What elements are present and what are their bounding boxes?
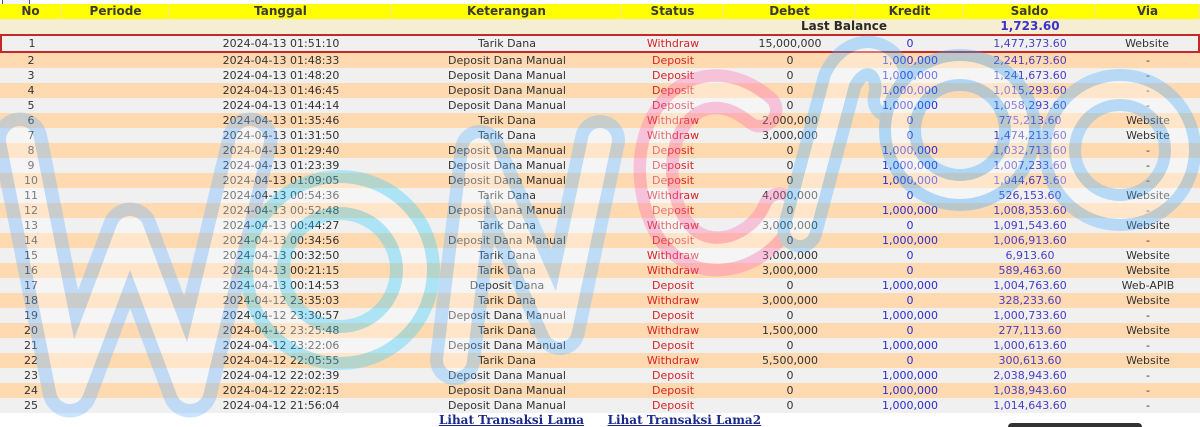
cell-kredit: 1,000,000 <box>856 68 964 83</box>
cell-periode <box>62 353 170 368</box>
last-balance-value: 1,723.60 <box>964 19 1096 34</box>
cell-saldo: 1,007,233.60 <box>964 158 1096 173</box>
cell-debet: 3,000,000 <box>724 248 856 263</box>
cell-periode <box>62 34 170 53</box>
table-row <box>0 188 1200 203</box>
cell-kredit: 1,000,000 <box>856 308 964 323</box>
cell-saldo: 1,241,673.60 <box>964 68 1096 83</box>
cell-periode <box>62 368 170 383</box>
table-row <box>0 323 1200 338</box>
cell-keterangan: Tarik Dana <box>392 113 622 128</box>
cell-via: - <box>1096 383 1200 398</box>
cell-periode <box>62 248 170 263</box>
cell-keterangan: Tarik Dana <box>392 353 622 368</box>
table-row <box>0 338 1200 353</box>
cell-status: Deposit <box>622 233 724 248</box>
cell-tanggal: 2024-04-13 00:32:50 <box>170 248 392 263</box>
cell-debet: 0 <box>724 383 856 398</box>
cell-no: 14 <box>0 233 62 248</box>
cell-periode <box>62 188 170 203</box>
table-row <box>0 173 1200 188</box>
cell-status: Withdraw <box>622 323 724 338</box>
cell-via: - <box>1096 233 1200 248</box>
cell-tanggal: 2024-04-13 00:54:36 <box>170 188 392 203</box>
cell-saldo: 2,038,943.60 <box>964 368 1096 383</box>
cell-tanggal: 2024-04-12 21:56:04 <box>170 398 392 413</box>
cell-keterangan: Deposit Dana <box>392 278 622 293</box>
cell-tanggal: 2024-04-13 01:48:33 <box>170 53 392 68</box>
cell-keterangan: Tarik Dana <box>392 128 622 143</box>
cell-no: 1 <box>0 34 62 53</box>
cell-periode <box>62 203 170 218</box>
cell-status: Withdraw <box>622 128 724 143</box>
table-row <box>0 368 1200 383</box>
cell-debet: 0 <box>724 68 856 83</box>
cell-periode <box>62 383 170 398</box>
cell-debet: 0 <box>724 308 856 323</box>
cell-via: - <box>1096 83 1200 98</box>
cell-kredit: 1,000,000 <box>856 278 964 293</box>
cell-debet: 4,000,000 <box>724 188 856 203</box>
cell-saldo: 1,474,213.60 <box>964 128 1096 143</box>
cell-tanggal: 2024-04-13 00:34:56 <box>170 233 392 248</box>
cell-keterangan: Deposit Dana Manual <box>392 383 622 398</box>
cell-saldo: 1,000,613.60 <box>964 338 1096 353</box>
col-header-kredit[interactable]: Kredit <box>856 4 964 19</box>
cell-kredit: 0 <box>856 323 964 338</box>
cell-tanggal: 2024-04-13 01:29:40 <box>170 143 392 158</box>
cell-no: 15 <box>0 248 62 263</box>
table-row <box>0 34 1200 53</box>
cell-periode <box>62 158 170 173</box>
cell-periode <box>62 233 170 248</box>
cell-keterangan: Deposit Dana Manual <box>392 338 622 353</box>
cell-periode <box>62 83 170 98</box>
cell-periode <box>62 53 170 68</box>
cell-status: Deposit <box>622 308 724 323</box>
table-row <box>0 203 1200 218</box>
cell-via: Website <box>1096 323 1200 338</box>
cell-tanggal: 2024-04-13 01:23:39 <box>170 158 392 173</box>
col-header-via[interactable]: Via <box>1096 4 1200 19</box>
cell-kredit: 0 <box>856 218 964 233</box>
cell-via: Website <box>1096 218 1200 233</box>
cell-saldo: 1,477,373.60 <box>964 34 1096 53</box>
cell-keterangan: Tarik Dana <box>392 34 622 53</box>
cell-debet: 0 <box>724 368 856 383</box>
cell-debet: 3,000,000 <box>724 293 856 308</box>
cell-kredit: 0 <box>856 113 964 128</box>
cell-status: Withdraw <box>622 293 724 308</box>
col-header-tanggal[interactable]: Tanggal <box>170 4 392 19</box>
cell-kredit: 1,000,000 <box>856 53 964 68</box>
cell-status: Withdraw <box>622 248 724 263</box>
cell-keterangan: Deposit Dana Manual <box>392 398 622 413</box>
transaction-table <box>0 4 1200 413</box>
cell-tanggal: 2024-04-13 01:48:20 <box>170 68 392 83</box>
cell-saldo: 1,000,733.60 <box>964 308 1096 323</box>
cell-keterangan: Deposit Dana Manual <box>392 173 622 188</box>
view-old-transactions-link[interactable]: Lihat Transaksi Lama <box>438 413 585 427</box>
last-balance-label: Last Balance <box>724 19 964 34</box>
cell-via: Website <box>1096 34 1200 53</box>
cell-tanggal: 2024-04-13 00:21:15 <box>170 263 392 278</box>
table-row <box>0 143 1200 158</box>
cell-no: 19 <box>0 308 62 323</box>
cell-periode <box>62 263 170 278</box>
cell-debet: 0 <box>724 98 856 113</box>
cell-no: 10 <box>0 173 62 188</box>
cell-saldo: 775,213.60 <box>964 113 1096 128</box>
cell-saldo: 526,153.60 <box>964 188 1096 203</box>
cell-keterangan: Deposit Dana Manual <box>392 83 622 98</box>
cell-kredit: 1,000,000 <box>856 383 964 398</box>
cell-debet: 5,500,000 <box>724 353 856 368</box>
table-row <box>0 218 1200 233</box>
cell-no: 9 <box>0 158 62 173</box>
table-header-row <box>0 4 1200 19</box>
table-row <box>0 278 1200 293</box>
cell-kredit: 0 <box>856 128 964 143</box>
table-row <box>0 353 1200 368</box>
cell-debet: 3,000,000 <box>724 128 856 143</box>
cell-tanggal: 2024-04-12 22:05:55 <box>170 353 392 368</box>
cell-via: - <box>1096 143 1200 158</box>
cell-via: Website <box>1096 113 1200 128</box>
table-row <box>0 233 1200 248</box>
cell-status: Deposit <box>622 98 724 113</box>
cell-saldo: 1,044,673.60 <box>964 173 1096 188</box>
cell-keterangan: Deposit Dana Manual <box>392 68 622 83</box>
cell-via: - <box>1096 98 1200 113</box>
table-row <box>0 98 1200 113</box>
cell-no: 16 <box>0 263 62 278</box>
cell-debet: 0 <box>724 173 856 188</box>
cell-no: 4 <box>0 83 62 98</box>
table-row <box>0 83 1200 98</box>
cell-no: 11 <box>0 188 62 203</box>
cell-saldo: 1,032,713.60 <box>964 143 1096 158</box>
table-row <box>0 158 1200 173</box>
cell-tanggal: 2024-04-13 01:44:14 <box>170 98 392 113</box>
cell-keterangan: Tarik Dana <box>392 188 622 203</box>
cell-keterangan: Deposit Dana Manual <box>392 203 622 218</box>
col-header-status[interactable]: Status <box>622 4 724 19</box>
cell-no: 2 <box>0 53 62 68</box>
cell-status: Deposit <box>622 368 724 383</box>
table-row <box>0 263 1200 278</box>
cell-saldo: 1,091,543.60 <box>964 218 1096 233</box>
cell-no: 23 <box>0 368 62 383</box>
cell-periode <box>62 398 170 413</box>
cell-debet: 3,000,000 <box>724 218 856 233</box>
cell-status: Deposit <box>622 203 724 218</box>
table-row <box>0 248 1200 263</box>
cell-keterangan: Deposit Dana Manual <box>392 233 622 248</box>
cell-via: Website <box>1096 353 1200 368</box>
cell-saldo: 1,004,763.60 <box>964 278 1096 293</box>
cell-kredit: 1,000,000 <box>856 338 964 353</box>
cell-debet: 0 <box>724 203 856 218</box>
cell-via: - <box>1096 203 1200 218</box>
table-row <box>0 398 1200 413</box>
cell-via: - <box>1096 368 1200 383</box>
cell-no: 8 <box>0 143 62 158</box>
cell-kredit: 1,000,000 <box>856 398 964 413</box>
table-row <box>0 53 1200 68</box>
cell-keterangan: Tarik Dana <box>392 218 622 233</box>
cell-status: Withdraw <box>622 34 724 53</box>
cell-periode <box>62 68 170 83</box>
cell-via: - <box>1096 398 1200 413</box>
cell-kredit: 1,000,000 <box>856 368 964 383</box>
cell-tanggal: 2024-04-13 00:52:48 <box>170 203 392 218</box>
cell-keterangan: Tarik Dana <box>392 248 622 263</box>
table-row <box>0 308 1200 323</box>
cell-via: Website <box>1096 188 1200 203</box>
cell-status: Deposit <box>622 383 724 398</box>
cell-via: - <box>1096 158 1200 173</box>
cell-no: 24 <box>0 383 62 398</box>
cell-via: - <box>1096 308 1200 323</box>
cell-no: 7 <box>0 128 62 143</box>
view-old-transactions-2-link[interactable]: Lihat Transaksi Lama2 <box>607 413 762 427</box>
cell-status: Withdraw <box>622 263 724 278</box>
cell-keterangan: Tarik Dana <box>392 323 622 338</box>
col-header-debet[interactable]: Debet <box>724 4 856 19</box>
cell-keterangan: Deposit Dana Manual <box>392 53 622 68</box>
cell-status: Withdraw <box>622 353 724 368</box>
cell-debet: 0 <box>724 83 856 98</box>
cell-tanggal: 2024-04-13 01:46:45 <box>170 83 392 98</box>
cell-tanggal: 2024-04-13 01:51:10 <box>170 34 392 53</box>
cell-saldo: 1,014,643.60 <box>964 398 1096 413</box>
cell-debet: 0 <box>724 398 856 413</box>
cell-kredit: 1,000,000 <box>856 158 964 173</box>
cell-periode <box>62 323 170 338</box>
cell-saldo: 2,241,673.60 <box>964 53 1096 68</box>
cell-debet: 0 <box>724 278 856 293</box>
cell-kredit: 0 <box>856 263 964 278</box>
cell-status: Withdraw <box>622 113 724 128</box>
cell-keterangan: Tarik Dana <box>392 293 622 308</box>
cell-saldo: 1,015,293.60 <box>964 83 1096 98</box>
cell-no: 21 <box>0 338 62 353</box>
cell-kredit: 0 <box>856 293 964 308</box>
cell-periode <box>62 113 170 128</box>
cell-debet: 3,000,000 <box>724 263 856 278</box>
cell-status: Withdraw <box>622 188 724 203</box>
cell-kredit: 0 <box>856 34 964 53</box>
cell-no: 5 <box>0 98 62 113</box>
cell-tanggal: 2024-04-12 23:35:03 <box>170 293 392 308</box>
cell-via: - <box>1096 53 1200 68</box>
table-row <box>0 113 1200 128</box>
cell-debet: 1,500,000 <box>724 323 856 338</box>
cell-status: Deposit <box>622 278 724 293</box>
cell-periode <box>62 173 170 188</box>
cell-tanggal: 2024-04-12 23:25:48 <box>170 323 392 338</box>
cell-saldo: 1,006,913.60 <box>964 233 1096 248</box>
bottom-dark-bar <box>1008 423 1142 427</box>
cell-saldo: 1,008,353.60 <box>964 203 1096 218</box>
col-header-keterangan[interactable]: Keterangan <box>392 4 622 19</box>
table-row <box>0 383 1200 398</box>
col-header-saldo[interactable]: Saldo <box>964 4 1096 19</box>
cell-no: 12 <box>0 203 62 218</box>
cell-periode <box>62 293 170 308</box>
cell-saldo: 277,113.60 <box>964 323 1096 338</box>
cell-periode <box>62 218 170 233</box>
cell-keterangan: Deposit Dana Manual <box>392 308 622 323</box>
cell-saldo: 589,463.60 <box>964 263 1096 278</box>
cell-via: Website <box>1096 293 1200 308</box>
cell-keterangan: Deposit Dana Manual <box>392 143 622 158</box>
cell-saldo: 1,038,943.60 <box>964 383 1096 398</box>
cell-tanggal: 2024-04-13 01:35:46 <box>170 113 392 128</box>
cell-periode <box>62 308 170 323</box>
cell-periode <box>62 338 170 353</box>
cell-tanggal: 2024-04-13 01:09:05 <box>170 173 392 188</box>
cell-status: Withdraw <box>622 218 724 233</box>
cell-keterangan: Deposit Dana Manual <box>392 158 622 173</box>
cell-periode <box>62 278 170 293</box>
cell-status: Deposit <box>622 158 724 173</box>
cell-kredit: 1,000,000 <box>856 98 964 113</box>
cell-tanggal: 2024-04-13 01:31:50 <box>170 128 392 143</box>
cell-debet: 0 <box>724 233 856 248</box>
cell-debet: 0 <box>724 143 856 158</box>
cell-keterangan: Deposit Dana Manual <box>392 98 622 113</box>
cell-saldo: 6,913.60 <box>964 248 1096 263</box>
cell-tanggal: 2024-04-12 22:02:15 <box>170 383 392 398</box>
cell-status: Deposit <box>622 173 724 188</box>
cell-status: Deposit <box>622 83 724 98</box>
table-row <box>0 68 1200 83</box>
cell-debet: 2,000,000 <box>724 113 856 128</box>
cell-status: Deposit <box>622 68 724 83</box>
cell-keterangan: Tarik Dana <box>392 263 622 278</box>
cell-saldo: 300,613.60 <box>964 353 1096 368</box>
cell-kredit: 0 <box>856 248 964 263</box>
cell-kredit: 1,000,000 <box>856 143 964 158</box>
cell-status: Deposit <box>622 338 724 353</box>
cell-debet: 0 <box>724 338 856 353</box>
cell-debet: 0 <box>724 53 856 68</box>
cell-kredit: 0 <box>856 353 964 368</box>
cell-no: 6 <box>0 113 62 128</box>
cell-kredit: 1,000,000 <box>856 173 964 188</box>
cell-no: 25 <box>0 398 62 413</box>
cell-periode <box>62 128 170 143</box>
cell-periode <box>62 98 170 113</box>
cell-keterangan: Deposit Dana Manual <box>392 368 622 383</box>
cell-no: 20 <box>0 323 62 338</box>
col-header-periode[interactable]: Periode <box>62 4 170 19</box>
cell-tanggal: 2024-04-12 23:22:06 <box>170 338 392 353</box>
table-row <box>0 293 1200 308</box>
cell-via: - <box>1096 68 1200 83</box>
cell-via: - <box>1096 173 1200 188</box>
col-header-no[interactable]: No <box>0 4 62 19</box>
cell-saldo: 328,233.60 <box>964 293 1096 308</box>
cell-tanggal: 2024-04-13 00:44:27 <box>170 218 392 233</box>
cell-kredit: 1,000,000 <box>856 203 964 218</box>
cell-no: 3 <box>0 68 62 83</box>
cell-no: 18 <box>0 293 62 308</box>
cell-kredit: 1,000,000 <box>856 83 964 98</box>
cell-no: 17 <box>0 278 62 293</box>
cell-status: Deposit <box>622 143 724 158</box>
cell-debet: 15,000,000 <box>724 34 856 53</box>
cell-via: Website <box>1096 263 1200 278</box>
table-row <box>0 128 1200 143</box>
cell-tanggal: 2024-04-12 23:30:57 <box>170 308 392 323</box>
cell-via: Website <box>1096 248 1200 263</box>
cell-via: Web-APIB <box>1096 278 1200 293</box>
cell-status: Deposit <box>622 398 724 413</box>
cell-debet: 0 <box>724 158 856 173</box>
cell-no: 13 <box>0 218 62 233</box>
cell-status: Deposit <box>622 53 724 68</box>
cell-tanggal: 2024-04-12 22:02:39 <box>170 368 392 383</box>
last-balance-row <box>0 19 1200 34</box>
cell-via: Website <box>1096 128 1200 143</box>
cell-tanggal: 2024-04-13 00:14:53 <box>170 278 392 293</box>
cell-kredit: 0 <box>856 188 964 203</box>
cell-saldo: 1,058,293.60 <box>964 98 1096 113</box>
cell-no: 22 <box>0 353 62 368</box>
cell-kredit: 1,000,000 <box>856 233 964 248</box>
cell-via: - <box>1096 338 1200 353</box>
cell-periode <box>62 143 170 158</box>
